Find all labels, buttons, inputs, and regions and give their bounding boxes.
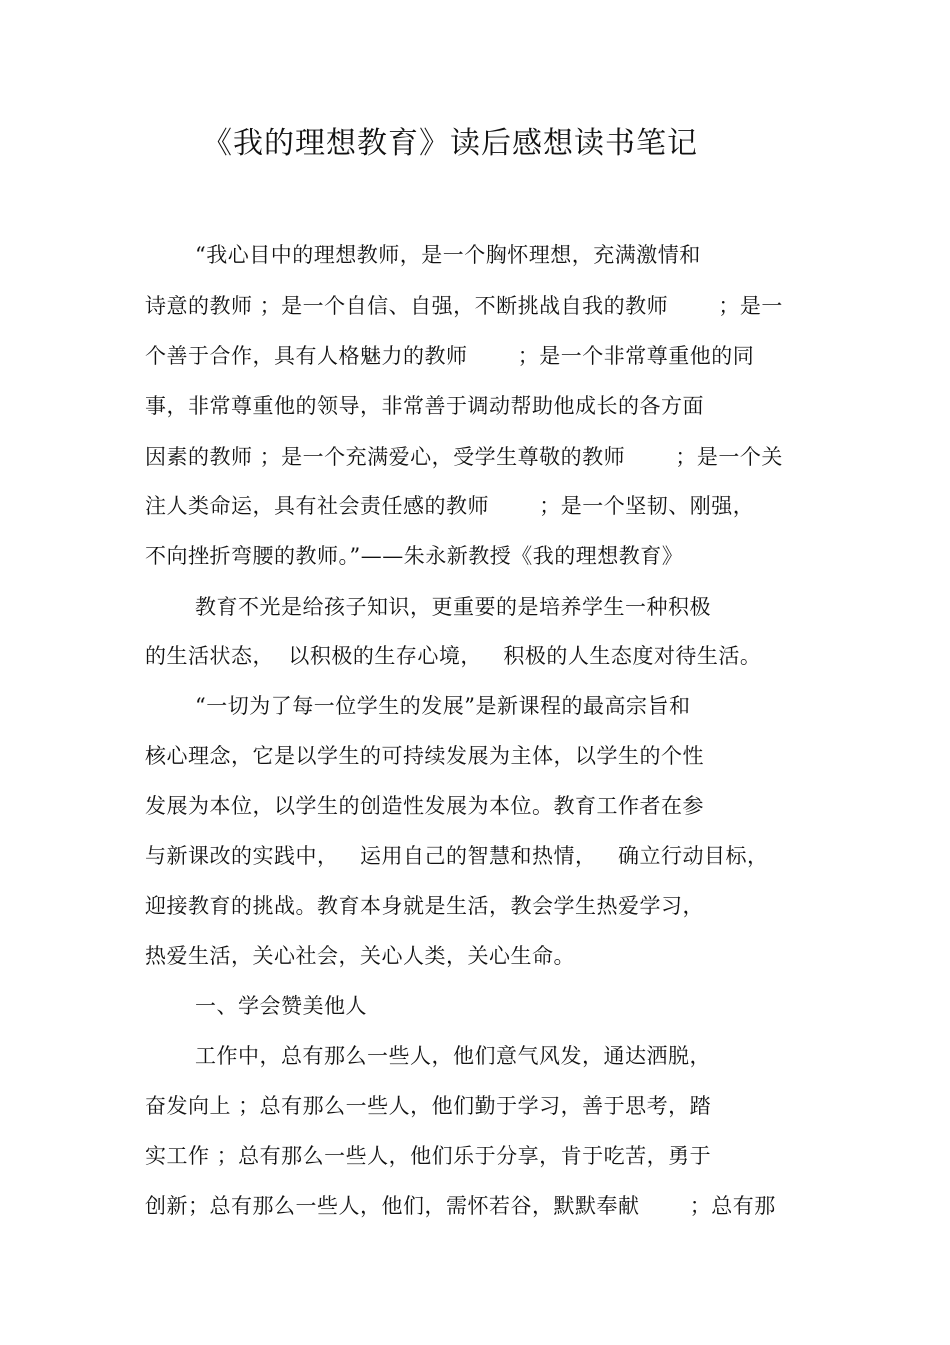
text-line: 因素的教师 ；是一个充满爱心，受学生尊敬的教师 ；是一个关	[145, 445, 783, 469]
text-line: 奋发向上 ；总有那么一些人，他们勤于学习，善于思考，踏	[145, 1094, 712, 1118]
text-line: 工作中，总有那么一些人，他们意气风发，通达洒脱，	[195, 1044, 711, 1068]
text-line: 事，非常尊重他的领导，非常善于调动帮助他成长的各方面	[145, 394, 704, 418]
text-line: “一切为了每一位学生的发展”是新课程的最高宗旨和	[195, 694, 691, 718]
text-line: 教育不光是给孩子知识，更重要的是培养学生一种积极	[195, 595, 711, 619]
text-line: 注人类命运，具有社会责任感的教师 ；是一个坚韧、刚强，	[145, 494, 755, 518]
text-line: 迎接教育的挑战。教育本身就是生活，教会学生热爱学习，	[145, 894, 704, 918]
text-line: 不向挫折弯腰的教师。”——朱永新教授《我的理想教育》	[145, 544, 684, 568]
text-line: 热爱生活，关心社会，关心人类，关心生命。	[145, 944, 575, 968]
section-heading: 一、学会赞美他人	[195, 994, 367, 1018]
text-line: 与新课改的实践中， 运用自己的智慧和热情， 确立行动目标，	[145, 844, 769, 868]
text-line: 创新；总有那么一些人，他们，需怀若谷，默默奉献 ；总有那	[145, 1194, 776, 1218]
text-line: 的生活状态， 以积极的生存心境， 积极的人生态度对待生活。	[145, 644, 762, 668]
document-title: 《我的理想教育》读后感想读书笔记	[202, 126, 698, 161]
text-line: 核心理念，它是以学生的可持续发展为主体，以学生的个性	[145, 744, 704, 768]
text-line: 诗意的教师 ；是一个自信、自强，不断挑战自我的教师 ；是一	[145, 294, 783, 318]
text-line: 发展为本位，以学生的创造性发展为本位。教育工作者在参	[145, 794, 704, 818]
text-line: 个善于合作，具有人格魅力的教师 ；是一个非常尊重他的同	[145, 344, 755, 368]
text-line: 实工作 ；总有那么一些人，他们乐于分享，肯于吃苦，勇于	[145, 1144, 712, 1168]
text-line: “我心目中的理想教师，是一个胸怀理想，充满激情和	[195, 243, 701, 267]
